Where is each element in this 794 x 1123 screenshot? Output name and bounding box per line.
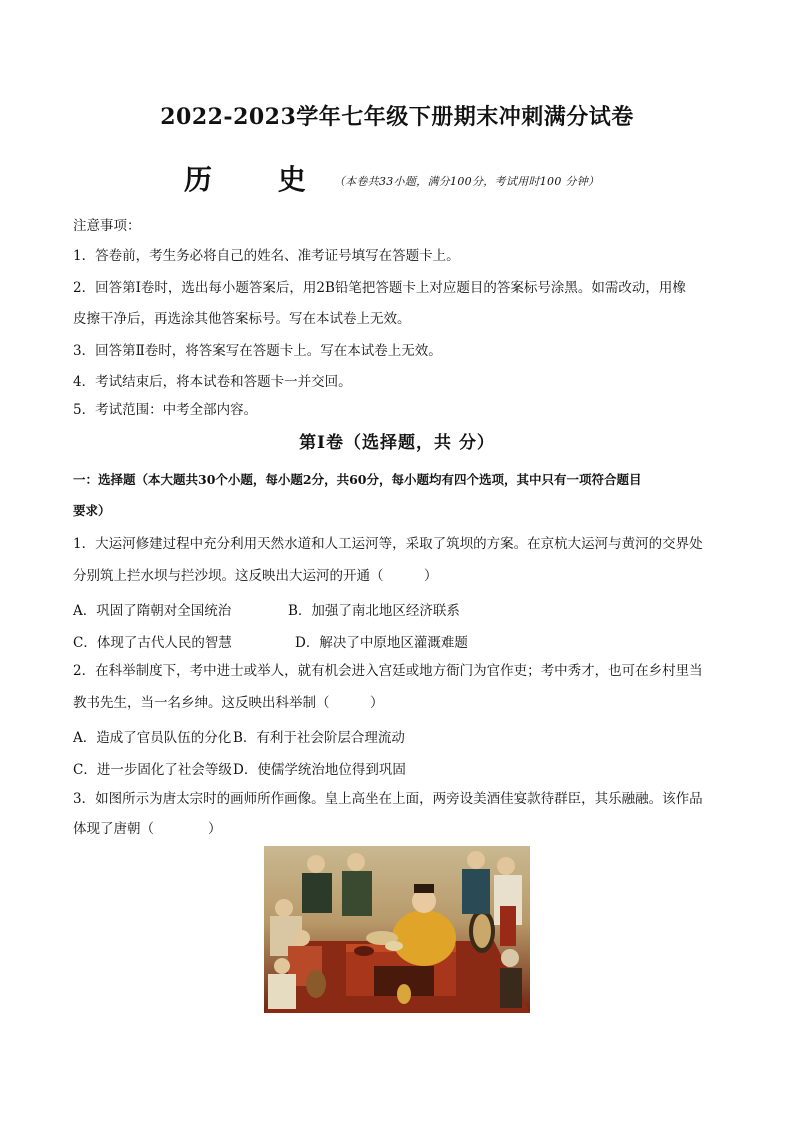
tang-banquet-painting xyxy=(264,846,530,1013)
question-1-options-row-2 xyxy=(73,631,468,651)
question-2-options-row-2 xyxy=(73,758,406,778)
option-a: A．造成了官员队伍的分化 xyxy=(73,730,232,746)
subject-note: （本卷共33小题，满分100分，考试用时100 分钟） xyxy=(333,175,600,188)
option-c: C．进一步固化了社会等级 xyxy=(73,762,232,778)
note-3: 3．回答第Ⅱ卷时，将答案写在答题卡上。写在本试卷上无效。 xyxy=(73,343,442,359)
question-2-stem: 2．在科举制度下，考中进士或举人，就有机会进入宫廷或地方衙门为官作吏；考中秀才，也可在乡村里当 xyxy=(73,663,703,679)
question-2-stem-cont: 教书先生，当一名乡绅。这反映出科举制（ ） xyxy=(73,695,384,711)
option-b: B．加强了南北地区经济联系 xyxy=(288,603,460,619)
option-d: D．解决了中原地区灌溉难题 xyxy=(295,635,468,651)
note-2-cont: 皮擦干净后，再选涂其他答案标号。写在本试卷上无效。 xyxy=(73,311,411,327)
question-1-stem-cont: 分别筑上拦水坝与拦沙坝。这反映出大运河的开通（ ） xyxy=(73,568,438,584)
option-a: A．巩固了隋朝对全国统治 xyxy=(73,603,232,619)
part-instruction: 一：选择题（本大题共30个小题，每小题2分，共60分，每小题均有四个选项，其中只有一项符合题目 xyxy=(73,472,642,487)
note-2: 2．回答第Ⅰ卷时，选出每小题答案后，用2B铅笔把答题卡上对应题目的答案标号涂黑。如需改动，用橡 xyxy=(73,280,686,296)
section-title: 第Ⅰ卷（选择题，共 分） xyxy=(299,433,495,453)
subject-name: 历 史 xyxy=(184,163,334,196)
question-3-stem: 3．如图所示为唐太宗时的画师所作画像。皇上高坐在上面，两旁设美酒佳宴款待群臣，其乐融融。该作品 xyxy=(73,791,703,807)
subject-line xyxy=(184,158,599,198)
exam-title: 2022-2023学年七年级下册期末冲刺满分试卷 xyxy=(160,104,634,130)
note-5: 5．考试范围：中考全部内容。 xyxy=(73,402,258,418)
part-instruction-cont: 要求） xyxy=(73,503,111,518)
note-4: 4．考试结束后，将本试卷和答题卡一并交回。 xyxy=(73,374,352,390)
question-1-options-row-1 xyxy=(73,599,460,619)
note-1: 1．答卷前，考生务必将自己的姓名、准考证号填写在答题卡上。 xyxy=(73,248,460,264)
option-b: B．有利于社会阶层合理流动 xyxy=(233,730,405,746)
question-1-stem: 1．大运河修建过程中充分利用天然水道和人工运河等，采取了筑坝的方案。在京杭大运河与黄河的交界处 xyxy=(73,536,703,552)
option-d: D．使儒学统治地位得到巩固 xyxy=(233,762,406,778)
notes-heading: 注意事项： xyxy=(73,218,141,234)
question-3-stem-cont: 体现了唐朝（ ） xyxy=(73,821,222,837)
question-2-options-row-1 xyxy=(73,726,405,746)
option-c: C．体现了古代人民的智慧 xyxy=(73,635,232,651)
